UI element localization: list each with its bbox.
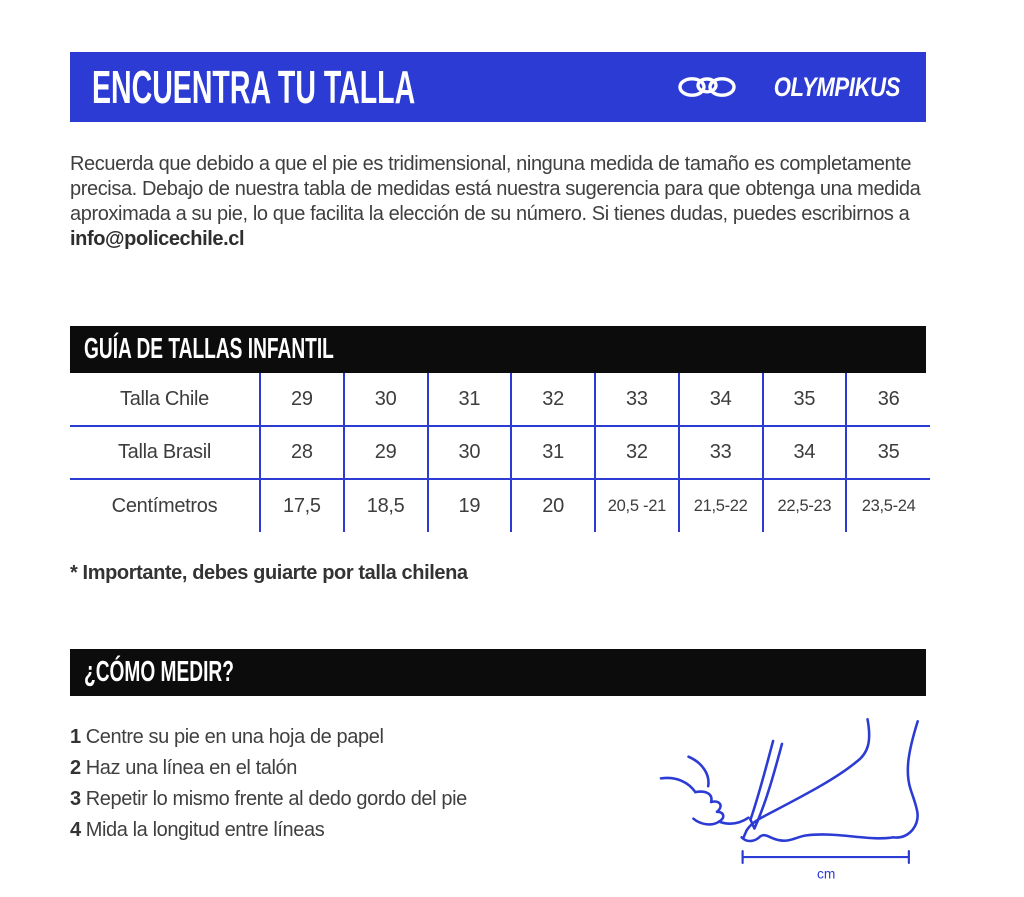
size-cell: 21,5-22 (679, 479, 763, 532)
size-cell: 23,5-24 (861, 496, 916, 515)
measure-steps-list (70, 722, 621, 846)
table-row (70, 479, 930, 532)
contact-email: info@policechile.cl (70, 228, 245, 250)
size-cell: 19 (428, 479, 512, 532)
cm-label: cm (816, 866, 836, 882)
size-cell: 28 (260, 426, 344, 479)
size-cell: 33 (679, 426, 763, 479)
size-cell: 32 (511, 373, 595, 426)
how-to-measure-content (70, 722, 954, 884)
measure-step (70, 784, 621, 815)
step-number: 1 (70, 726, 81, 748)
section-bar-how-to-measure (70, 649, 926, 696)
size-cell: 32 (595, 426, 679, 479)
size-cell: 30 (344, 373, 428, 426)
header-banner (70, 52, 926, 122)
table-row (70, 426, 930, 479)
size-table (70, 373, 930, 532)
intro-text: Recuerda que debido a que el pie es tridimensional, ninguna medida de tamaño es completamente precisa. Debajo de nuestra tabla de medidas está nuestra sugerencia para que obtenga una medida aproximada a su pie, lo que facilita la elección de su número. Si tienes dudas, puedes escribirnos a (70, 153, 921, 225)
size-cell: 30 (428, 426, 512, 479)
step-number: 2 (70, 757, 81, 779)
size-cell: 17,5 (260, 479, 344, 532)
size-cell: 34 (679, 373, 763, 426)
step-text: Haz una línea en el talón (85, 757, 298, 779)
row-label: Centímetros (70, 479, 260, 532)
table-row (70, 373, 930, 426)
olympikus-rings-icon (678, 72, 736, 102)
row-label: Talla Brasil (70, 426, 260, 479)
important-note: * Importante, debes guiarte por talla chilena (70, 562, 468, 584)
row-label: Talla Chile (70, 373, 260, 426)
step-number: 4 (70, 819, 81, 841)
size-table-body (70, 373, 930, 532)
brand-logo (678, 72, 900, 103)
size-cell: 29 (344, 426, 428, 479)
size-cell: 35 (763, 373, 847, 426)
page-title: ENCUENTRA TU TALLA (92, 61, 416, 113)
size-cell: 20 (511, 479, 595, 532)
step-text: Mida la longitud entre líneas (85, 819, 325, 841)
section-bar-size-guide (70, 326, 926, 373)
measure-step (70, 753, 621, 784)
how-to-measure-title: ¿CÓMO MEDIR? (84, 656, 234, 688)
size-cell: 22,5-23 (763, 479, 847, 532)
intro-paragraph (70, 152, 942, 252)
measure-step (70, 722, 621, 753)
size-cell: 31 (511, 426, 595, 479)
step-text: Repetir lo mismo frente al dedo gordo del pie (85, 788, 467, 810)
size-cell: 34 (763, 426, 847, 479)
size-cell: 29 (260, 373, 344, 426)
size-cell: 33 (595, 373, 679, 426)
size-cell: 35 (846, 426, 930, 479)
size-cell: 36 (846, 373, 930, 426)
measuring-foot-illustration (659, 714, 954, 884)
size-cell: 31 (428, 373, 512, 426)
measure-step (70, 815, 621, 846)
brand-wordmark: OLYMPIKUS (773, 71, 900, 102)
step-number: 3 (70, 788, 81, 810)
size-guide-title: GUÍA DE TALLAS INFANTIL (84, 333, 334, 365)
step-text: Centre su pie en una hoja de papel (85, 726, 384, 748)
size-cell: 20,5 -21 (595, 479, 679, 532)
size-cell: 18,5 (344, 479, 428, 532)
